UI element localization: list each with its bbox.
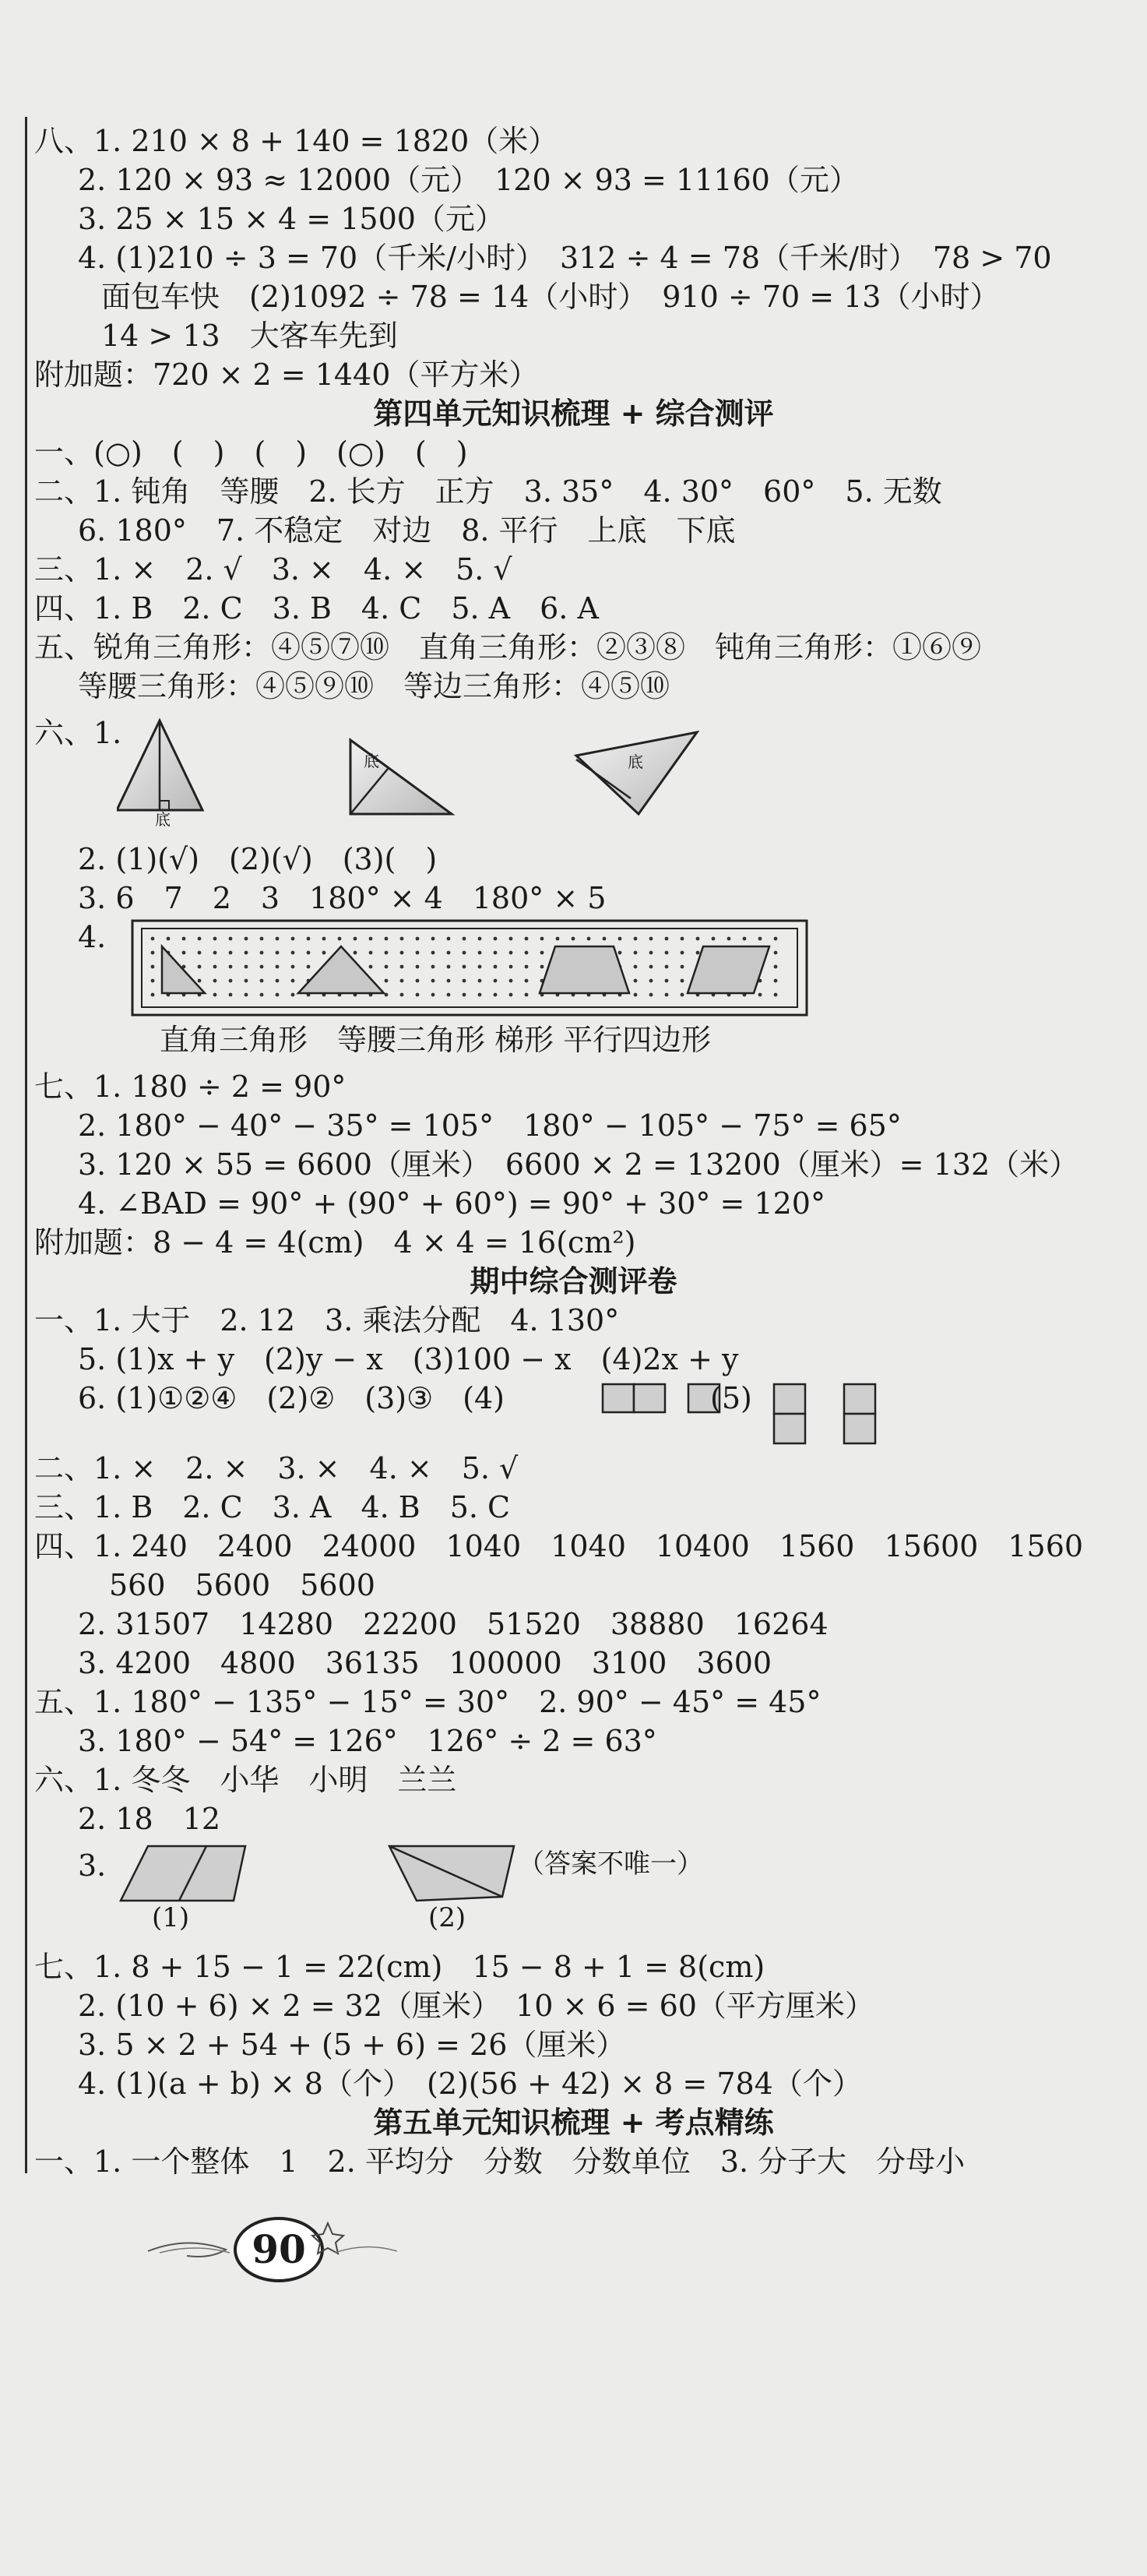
page-number: 90 <box>252 2226 306 2272</box>
grid-dot <box>291 993 295 997</box>
grid-dot <box>276 993 280 997</box>
grid-dot <box>572 937 575 941</box>
grid-dot <box>151 979 155 983</box>
grid-dot <box>182 951 186 955</box>
grid-dot <box>618 951 622 955</box>
grid-dot <box>291 937 295 941</box>
text-line: 2. 180° − 40° − 35° = 105° 180° − 105° − 75° = 65° <box>78 1108 902 1143</box>
text-line: 三、1. B 2. C 3. A 4. B 5. C <box>34 1490 511 1524</box>
text-line: 4. <box>78 920 107 954</box>
grid-dot <box>182 937 186 941</box>
grid-dot <box>774 965 778 969</box>
grid-dot <box>213 993 217 997</box>
grid-dot <box>696 951 700 955</box>
grid-dot <box>369 937 373 941</box>
grid-dot <box>494 993 498 997</box>
grid-dot <box>400 937 404 941</box>
parallelogram <box>688 946 769 993</box>
grid-dot <box>400 979 404 983</box>
grid-dot <box>463 951 466 955</box>
grid-dot <box>634 937 638 941</box>
grid-dot <box>416 937 420 941</box>
grid-dot <box>758 993 762 997</box>
text-line: 三、1. × 2. √ 3. × 4. × 5. √ <box>34 552 512 587</box>
grid-dot <box>603 937 607 941</box>
grid-dot <box>198 979 202 983</box>
grid-dot <box>509 993 513 997</box>
grid-dot <box>260 965 264 969</box>
grid-dot <box>431 993 435 997</box>
shape-captions: 直角三角形 等腰三角形 梯形 平行四边形 <box>160 1023 712 1057</box>
text-line: 3. <box>78 1848 107 1883</box>
grid-dot <box>354 937 357 941</box>
grid-dot <box>478 993 482 997</box>
grid-dot <box>416 951 420 955</box>
grid-dot <box>478 937 482 941</box>
grid-dot <box>509 965 513 969</box>
grid-dot <box>774 937 778 941</box>
grid-dot <box>665 993 669 997</box>
grid-dot <box>665 937 669 941</box>
section-heading: 第五单元知识梳理 + 考点精练 <box>373 2106 774 2140</box>
grid-dot <box>494 937 498 941</box>
grid-dot <box>213 979 217 983</box>
grid-dot <box>649 937 653 941</box>
text-line: 3. 4200 4800 36135 100000 3100 3600 <box>78 1646 772 1680</box>
grid-dot <box>400 965 404 969</box>
grid-dot <box>151 937 155 941</box>
section-heading: 期中综合测评卷 <box>470 1264 677 1299</box>
grid-dot <box>681 965 684 969</box>
grid-dot <box>556 937 560 941</box>
grid-dot <box>416 979 420 983</box>
grid-dot <box>618 937 622 941</box>
grid-dot <box>229 993 233 997</box>
grid-dot <box>431 979 435 983</box>
grid-dot <box>400 993 404 997</box>
text-line: 一、1. 大于 2. 12 3. 乘法分配 4. 130° <box>34 1303 620 1337</box>
grid-dot <box>400 951 404 955</box>
grid-dot <box>291 951 295 955</box>
grid-dot <box>509 937 513 941</box>
grid-dot <box>322 937 326 941</box>
grid-dot <box>416 993 420 997</box>
text-line: 四、1. B 2. C 3. B 4. C 5. A 6. A <box>34 591 599 625</box>
base-label: 底 <box>364 752 379 770</box>
text-line: 5. (1)x + y (2)y − x (3)100 − x (4)2x + y <box>78 1342 739 1376</box>
grid-dot <box>369 951 373 955</box>
grid-dot <box>151 951 155 955</box>
grid-dot <box>167 937 171 941</box>
text-line: 一、(○) ( ) ( ) (○) ( ) <box>34 435 468 470</box>
grid-dot <box>198 951 202 955</box>
text-line: 4. (1)210 ÷ 3 = 70（千米/小时） 312 ÷ 4 = 78（千米/时） 78 > 70 <box>78 241 1052 275</box>
grid-dot <box>727 937 731 941</box>
grid-dot <box>245 951 248 955</box>
text-line: 2. (1)(√) (2)(√) (3)( ) <box>78 842 438 876</box>
text-line: 六、1. 冬冬 小华 小明 兰兰 <box>34 1763 457 1797</box>
text-label: (5) <box>710 1381 752 1415</box>
note-label: （答案不唯一） <box>518 1848 703 1880</box>
grid-dot <box>649 965 653 969</box>
grid-dot <box>649 993 653 997</box>
grid-dot <box>151 993 155 997</box>
grid-dot <box>758 937 762 941</box>
grid-dot <box>151 965 155 969</box>
text-line: 2. (10 + 6) × 2 = 32（厘米） 10 × 6 = 60（平方厘米） <box>78 1989 874 2023</box>
grid-dot <box>525 993 529 997</box>
grid-dot <box>260 951 264 955</box>
text-line: 八、1. 210 × 8 + 140 = 1820（米） <box>34 124 558 158</box>
grid-dot <box>478 965 482 969</box>
base-label: 底 <box>628 752 643 771</box>
grid-dot <box>681 993 684 997</box>
grid-dot <box>525 979 529 983</box>
figure-caption: (2) <box>428 1902 466 1933</box>
text-line: 3. 120 × 55 = 6600（厘米） 6600 × 2 = 13200（厘米）= 132（米） <box>78 1147 1079 1182</box>
grid-dot <box>494 979 498 983</box>
text-line: 6. 180° 7. 不稳定 对边 8. 平行 上底 下底 <box>78 513 736 548</box>
grid-dot <box>229 937 233 941</box>
grid-dot <box>509 979 513 983</box>
grid-dot <box>447 965 451 969</box>
grid-dot <box>338 937 342 941</box>
grid-dot <box>478 979 482 983</box>
grid-dot <box>198 937 202 941</box>
text-line: 14 > 13 大客车先到 <box>101 319 398 353</box>
grid-dot <box>213 937 217 941</box>
grid-dot <box>307 937 311 941</box>
grid-dot <box>681 951 684 955</box>
text-line: 七、1. 180 ÷ 2 = 90° <box>34 1070 347 1104</box>
quadrilateral-figures <box>117 1842 522 1905</box>
section-heading: 第四单元知识梳理 + 综合测评 <box>373 396 774 431</box>
grid-dot <box>540 951 544 955</box>
grid-dot <box>245 979 248 983</box>
grid-dot <box>213 951 217 955</box>
grid-dot <box>198 965 202 969</box>
grid-dot <box>431 951 435 955</box>
grid-dot <box>354 951 357 955</box>
grid-dot <box>774 993 778 997</box>
grid-dot <box>494 951 498 955</box>
grid-dot <box>385 937 389 941</box>
grid-dot <box>649 951 653 955</box>
text-line: 3. 25 × 15 × 4 = 1500（元） <box>78 202 505 236</box>
text-line: 2. 18 12 <box>78 1802 221 1836</box>
grid-dot <box>431 965 435 969</box>
text-line: 4. ∠BAD = 90° + (90° + 60°) = 90° + 30° = 120° <box>78 1186 825 1221</box>
grid-dot <box>494 965 498 969</box>
grid-dot <box>276 979 280 983</box>
grid-dot <box>774 979 778 983</box>
grid-dot <box>213 965 217 969</box>
grid-dot <box>634 979 638 983</box>
grid-dot <box>463 993 466 997</box>
grid-dot <box>276 951 280 955</box>
grid-dot <box>540 965 544 969</box>
grid-dot <box>229 951 233 955</box>
grid-dot <box>525 965 529 969</box>
grid-dot <box>509 951 513 955</box>
grid-dot <box>291 965 295 969</box>
text-line: 二、1. × 2. × 3. × 4. × 5. √ <box>34 1451 519 1485</box>
text-line: 六、1. <box>34 716 122 750</box>
grid-dot <box>245 993 248 997</box>
grid-dot <box>385 951 389 955</box>
grid-dot <box>665 965 669 969</box>
grid-dot <box>665 951 669 955</box>
grid-dot <box>447 979 451 983</box>
base-label: 底 <box>155 810 171 829</box>
text-line: 附加题：8 − 4 = 4(cm) 4 × 4 = 16(cm²) <box>34 1225 636 1260</box>
text-line: 6. (1)①②④ (2)② (3)③ (4) <box>78 1381 505 1415</box>
grid-dot <box>540 937 544 941</box>
grid-dot <box>665 979 669 983</box>
grid-dot <box>525 951 529 955</box>
grid-dot <box>681 979 684 983</box>
grid-dot <box>276 965 280 969</box>
grid-dot <box>322 951 326 955</box>
grid-dot <box>634 965 638 969</box>
grid-dot <box>447 951 451 955</box>
grid-dot <box>634 951 638 955</box>
grid-dot <box>463 937 466 941</box>
text-line: 560 5600 5600 <box>109 1568 375 1602</box>
text-line: 四、1. 240 2400 24000 1040 1040 10400 1560 15600 1560 <box>34 1529 1084 1563</box>
grid-dot <box>587 937 591 941</box>
grid-dot <box>743 937 747 941</box>
text-line: 附加题：720 × 2 = 1440（平方米） <box>34 358 539 392</box>
grid-dot <box>525 937 529 941</box>
text-line: 二、1. 钝角 等腰 2. 长方 正方 3. 35° 4. 30° 60° 5. 无数 <box>34 474 942 509</box>
grid-dot <box>431 937 435 941</box>
grid-dot <box>696 937 700 941</box>
grid-dot <box>245 937 248 941</box>
grid-dot <box>774 951 778 955</box>
grid-dot <box>649 979 653 983</box>
grid-dot <box>416 965 420 969</box>
text-line: 一、1. 一个整体 1 2. 平均分 分数 分数单位 3. 分子大 分母小 <box>34 2144 966 2179</box>
text-line: 2. 120 × 93 ≈ 12000（元） 120 × 93 = 11160（元） <box>78 163 859 197</box>
text-line: 4. (1)(a + b) × 8（个） (2)(56 + 42) × 8 = 784（个） <box>78 2067 862 2101</box>
grid-dot <box>260 937 264 941</box>
grid-dot <box>260 979 264 983</box>
text-line: 面包车快 (2)1092 ÷ 78 = 14（小时） 910 ÷ 70 = 13（小时） <box>101 280 1000 314</box>
grid-dot <box>229 979 233 983</box>
grid-dot <box>634 993 638 997</box>
triangle-figures <box>117 709 740 841</box>
text-line: 3. 6 7 2 3 180° × 4 180° × 5 <box>78 881 607 915</box>
grid-dot <box>681 937 684 941</box>
grid-dot <box>307 951 311 955</box>
grid-dot <box>229 965 233 969</box>
figure-caption: (1) <box>152 1902 190 1933</box>
grid-dot <box>447 993 451 997</box>
grid-dot <box>463 965 466 969</box>
text-line: 五、1. 180° − 135° − 15° = 30° 2. 90° − 45° = 45° <box>34 1685 822 1719</box>
text-line: 2. 31507 14280 22200 51520 38880 16264 <box>78 1607 829 1641</box>
text-line: 等腰三角形：④⑤⑨⑩ 等边三角形：④⑤⑩ <box>78 669 670 703</box>
text-line: 3. 5 × 2 + 54 + (5 + 6) = 26（厘米） <box>78 2028 626 2062</box>
grid-dot <box>478 951 482 955</box>
text-line: 五、锐角三角形：④⑤⑦⑩ 直角三角形：②③⑧ 钝角三角形：①⑥⑨ <box>34 630 982 664</box>
grid-dot <box>307 965 311 969</box>
grid-dot <box>260 993 264 997</box>
grid-dot <box>447 937 451 941</box>
grid-dot <box>291 979 295 983</box>
grid-dot <box>385 965 389 969</box>
trapezoid <box>540 946 629 993</box>
text-line: 3. 180° − 54° = 126° 126° ÷ 2 = 63° <box>78 1724 657 1758</box>
grid-dot <box>712 937 716 941</box>
grid-dot <box>276 937 280 941</box>
grid-dot <box>245 965 248 969</box>
dot-grid-figure <box>131 919 808 1017</box>
text-line: 七、1. 8 + 15 − 1 = 22(cm) 15 − 8 + 1 = 8(cm) <box>34 1950 765 1984</box>
grid-dot <box>385 979 389 983</box>
grid-dot <box>369 965 373 969</box>
grid-dot <box>463 979 466 983</box>
